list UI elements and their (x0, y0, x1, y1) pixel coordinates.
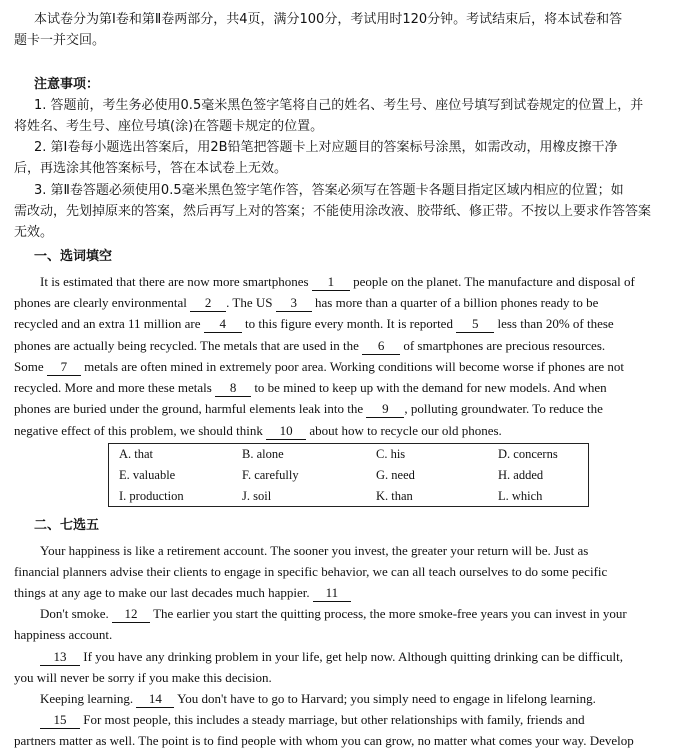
passage-line (14, 421, 502, 441)
option-j: J. soil (242, 489, 272, 503)
text: about how to recycle our old phones. (309, 423, 502, 438)
intro-line-2: 题卡一并交回。 (14, 33, 106, 48)
blank-13[interactable]: 13 (40, 649, 80, 666)
option-l: L. which (498, 489, 543, 503)
passage-line (14, 336, 605, 356)
blank-6[interactable]: 6 (362, 338, 400, 355)
notice-heading: 注意事项： (34, 77, 100, 92)
passage-line (40, 647, 623, 667)
notice-line: 需改动，先划掉原来的答案，然后再写上对的答案；不能使用涂改液、胶带纸、修正带。不按以上要求作答答案 (14, 204, 652, 219)
text: . The US (226, 295, 273, 310)
passage-line: you will never be sorry if you make this decision. (14, 670, 272, 685)
text: metals are often mined in extremely poor area. Working conditions will become worse if phones are not (84, 359, 624, 374)
text: has more than a quarter of a billion phones ready to be (315, 295, 599, 310)
section2-heading: 二、七选五 (34, 518, 100, 533)
section1-heading: 一、选词填空 (34, 249, 113, 264)
option-c: C. his (376, 447, 406, 461)
blank-9[interactable]: 9 (366, 401, 404, 418)
text: For most people, this includes a steady marriage, but other relationships with family, friends and (83, 712, 585, 727)
notice-line: 3. 第Ⅱ卷答题必须使用0.5毫米黑色签字笔作答，答案必须写在答题卡各题目指定区域内相应的位置；如 (34, 183, 624, 198)
notice-line: 2. 第Ⅰ卷每小题选出答案后，用2B铅笔把答题卡上对应题目的答案标号涂黑，如需改动，用橡皮擦干净 (34, 140, 618, 155)
passage-line (14, 399, 603, 419)
notice-line: 后，再选涂其他答案标号，答在本试卷上无效。 (14, 161, 288, 176)
option-f: F. carefully (242, 468, 299, 482)
passage-line (14, 293, 598, 313)
word-bank (108, 443, 589, 507)
text: recycled and an extra 11 million are (14, 316, 201, 331)
text: If you have any drinking problem in your life, get help now. Although quitting drinking can be difficult, (83, 649, 624, 664)
passage-line (14, 378, 607, 398)
intro-line-1: 本试卷分为第Ⅰ卷和第Ⅱ卷两部分，共4页，满分100分，考试用时120分钟。考试结束后，将本试卷和答 (34, 12, 623, 27)
text: things at any age to make our last decades much happier. (14, 585, 310, 600)
option-d: D. concerns (498, 447, 558, 461)
text: Don't smoke. (40, 606, 109, 621)
passage-line (14, 314, 614, 334)
text: to be mined to keep up with the demand for new models. And when (254, 380, 607, 395)
blank-3[interactable]: 3 (276, 295, 312, 312)
blank-11[interactable]: 11 (313, 585, 351, 602)
notice-line: 1. 答题前，考生务必使用0.5毫米黑色签字笔将自己的姓名、考生号、座位号填写到试卷规定的位置上，并 (34, 98, 644, 113)
blank-4[interactable]: 4 (204, 316, 242, 333)
passage-line (14, 357, 624, 377)
blank-1[interactable]: 1 (312, 274, 350, 291)
blank-12[interactable]: 12 (112, 606, 150, 623)
blank-14[interactable]: 14 (136, 691, 174, 708)
text: phones are actually being recycled. The metals that are used in the (14, 338, 359, 353)
option-k: K. than (376, 489, 413, 503)
text: phones are buried under the ground, harmful elements leak into the (14, 401, 364, 416)
option-i: I. production (119, 489, 184, 503)
passage-line: financial planners advise their clients to engage in specific behavior, we can all teach ourselves to do some pecific (14, 564, 608, 579)
blank-2[interactable]: 2 (190, 295, 226, 312)
blank-5[interactable]: 5 (456, 316, 494, 333)
passage-line (40, 710, 585, 730)
text: negative effect of this problem, we should think (14, 423, 263, 438)
blank-7[interactable]: 7 (47, 359, 81, 376)
passage-line (40, 689, 596, 709)
text: recycled. More and more these metals (14, 380, 212, 395)
option-b: B. alone (242, 447, 284, 461)
option-h: H. added (498, 468, 544, 482)
text: of smartphones are precious resources. (403, 338, 606, 353)
notice-line: 将姓名、考生号、座位号填(涂)在答题卡规定的位置。 (14, 119, 324, 134)
notice-line: 无效。 (14, 225, 54, 240)
text: Some (14, 359, 44, 374)
option-e: E. valuable (119, 468, 176, 482)
text: less than 20% of these (497, 316, 614, 331)
text: phones are clearly environmental (14, 295, 187, 310)
text: , polluting groundwater. To reduce the (404, 401, 603, 416)
text: to this figure every month. It is reported (245, 316, 453, 331)
passage-line (40, 272, 635, 292)
blank-10[interactable]: 10 (266, 423, 306, 440)
text: Keeping learning. (40, 691, 134, 706)
option-a: A. that (119, 447, 154, 461)
text: The earlier you start the quitting process, the more smoke-free years you can invest in your (153, 606, 627, 621)
passage-line: happiness account. (14, 627, 113, 642)
text: You don't have to go to Harvard; you simply need to engage in lifelong learning. (177, 691, 596, 706)
passage-line: Your happiness is like a retirement account. The sooner you invest, the greater your return will be. Just as (40, 543, 589, 558)
passage-line (40, 604, 627, 624)
passage-line: partners matter as well. The point is to find people with whom you can grow, no matter what comes your way. Develop (14, 733, 634, 748)
text: people on the planet. The manufacture and disposal of (353, 274, 635, 289)
passage-line (14, 583, 351, 603)
blank-8[interactable]: 8 (215, 380, 251, 397)
option-g: G. need (376, 468, 415, 482)
text: It is estimated that there are now more smartphones (40, 274, 309, 289)
blank-15[interactable]: 15 (40, 712, 80, 729)
